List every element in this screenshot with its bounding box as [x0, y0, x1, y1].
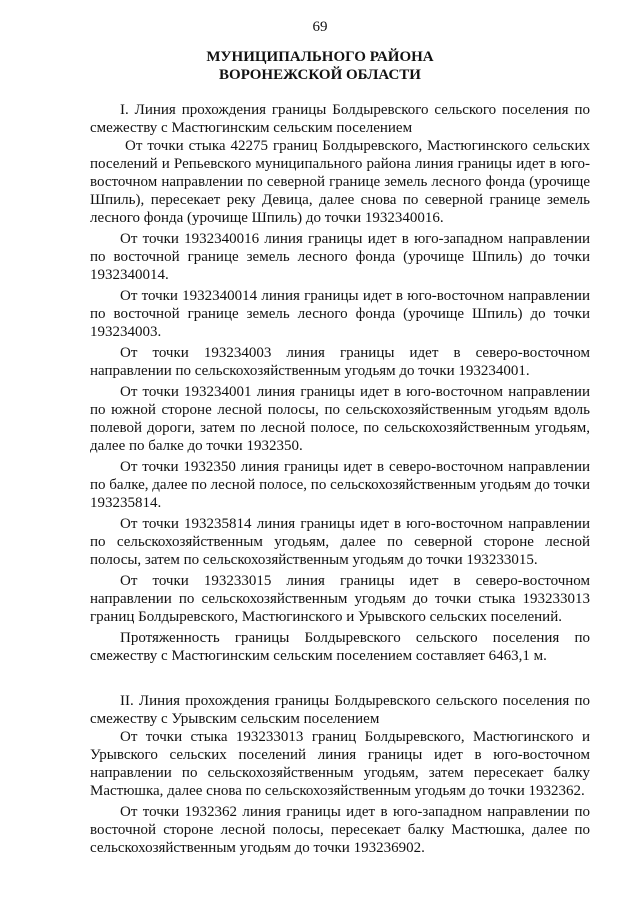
paragraph: От точки 1932340014 линия границы идет в юго-восточном направлении по восточной границе земель лесного фонда (урочище Шпиль) до точки 193234003. — [90, 288, 590, 340]
heading-line-2: ВОРОНЕЖСКОЙ ОБЛАСТИ — [219, 67, 421, 83]
paragraph: От точки 1932350 линия границы идет в северо-восточном направлении по балке, далее по лесной полосе, по сельскохозяйственным угодьям до точки 193235814. — [90, 459, 590, 511]
paragraph: От точки 193234001 линия границы идет в юго-восточном направлении по южной стороне лесной полосы, по сельскохозяйственным угодьям вдоль полевой дороги, затем по лесной полосе, по сельскохозяйственным угодьям, далее по балке до точки 1932350. — [90, 384, 590, 454]
document-body — [90, 101, 590, 857]
paragraph: От точки стыка 42275 границ Болдыревского, Мастюгинского сельских поселений и Репьевского муниципального района линия границы идет в юго-восточном направлении по северной границе земель лесного фонда (урочище Шпиль), пересекает реку Девица, далее снова по северной границе земель лесного фонда (урочище Шпиль) до точки 1932340016. — [90, 138, 590, 226]
page-heading — [0, 48, 640, 84]
paragraph: От точки 193235814 линия границы идет в юго-восточном направлении по сельскохозяйственным угодьям, далее по северной стороне лесной полосы, затем по сельскохозяйственным угодьям до точки 193233015. — [90, 516, 590, 568]
paragraph: От точки 1932362 линия границы идет в юго-западном направлении по восточной стороне лесной полосы, пересекает балку Мастюшка, далее по сельскохозяйственным угодьям до точки 193236902. — [90, 804, 590, 856]
paragraph: От точки 193233015 линия границы идет в северо-восточном направлении по сельскохозяйственным угодьям до точки стыка 193233013 границ Болдыревского, Мастюгинского и Урывского сельских поселений. — [90, 573, 590, 625]
paragraph: От точки 193234003 линия границы идет в северо-восточном направлении по сельскохозяйственным угодьям до точки 193234001. — [90, 345, 590, 379]
heading-line-1: МУНИЦИПАЛЬНОГО РАЙОНА — [206, 49, 434, 65]
paragraph: От точки 1932340016 линия границы идет в юго-западном направлении по восточной границе земель лесного фонда (урочище Шпиль) до точки 1932340014. — [90, 231, 590, 283]
section-1-title: I. Линия прохождения границы Болдыревского сельского поселения по смежеству с Мастюгинским сельским поселением — [90, 102, 590, 136]
section-2-title: II. Линия прохождения границы Болдыревского сельского поселения по смежеству с Урывским сельским поселением — [90, 693, 590, 727]
page-number: 69 — [312, 19, 328, 35]
paragraph: Протяженность границы Болдыревского сельского поселения по смежеству с Мастюгинским сельским поселением составляет 6463,1 м. — [90, 630, 590, 664]
paragraph: От точки стыка 193233013 границ Болдыревского, Мастюгинского и Урывского сельских поселений линия границы идет в юго-восточном направлении по сельскохозяйственным угодьям, затем пересекает балку Мастюшка, далее снова по сельскохозяйственным угодьям до точки 1932362. — [90, 729, 590, 799]
